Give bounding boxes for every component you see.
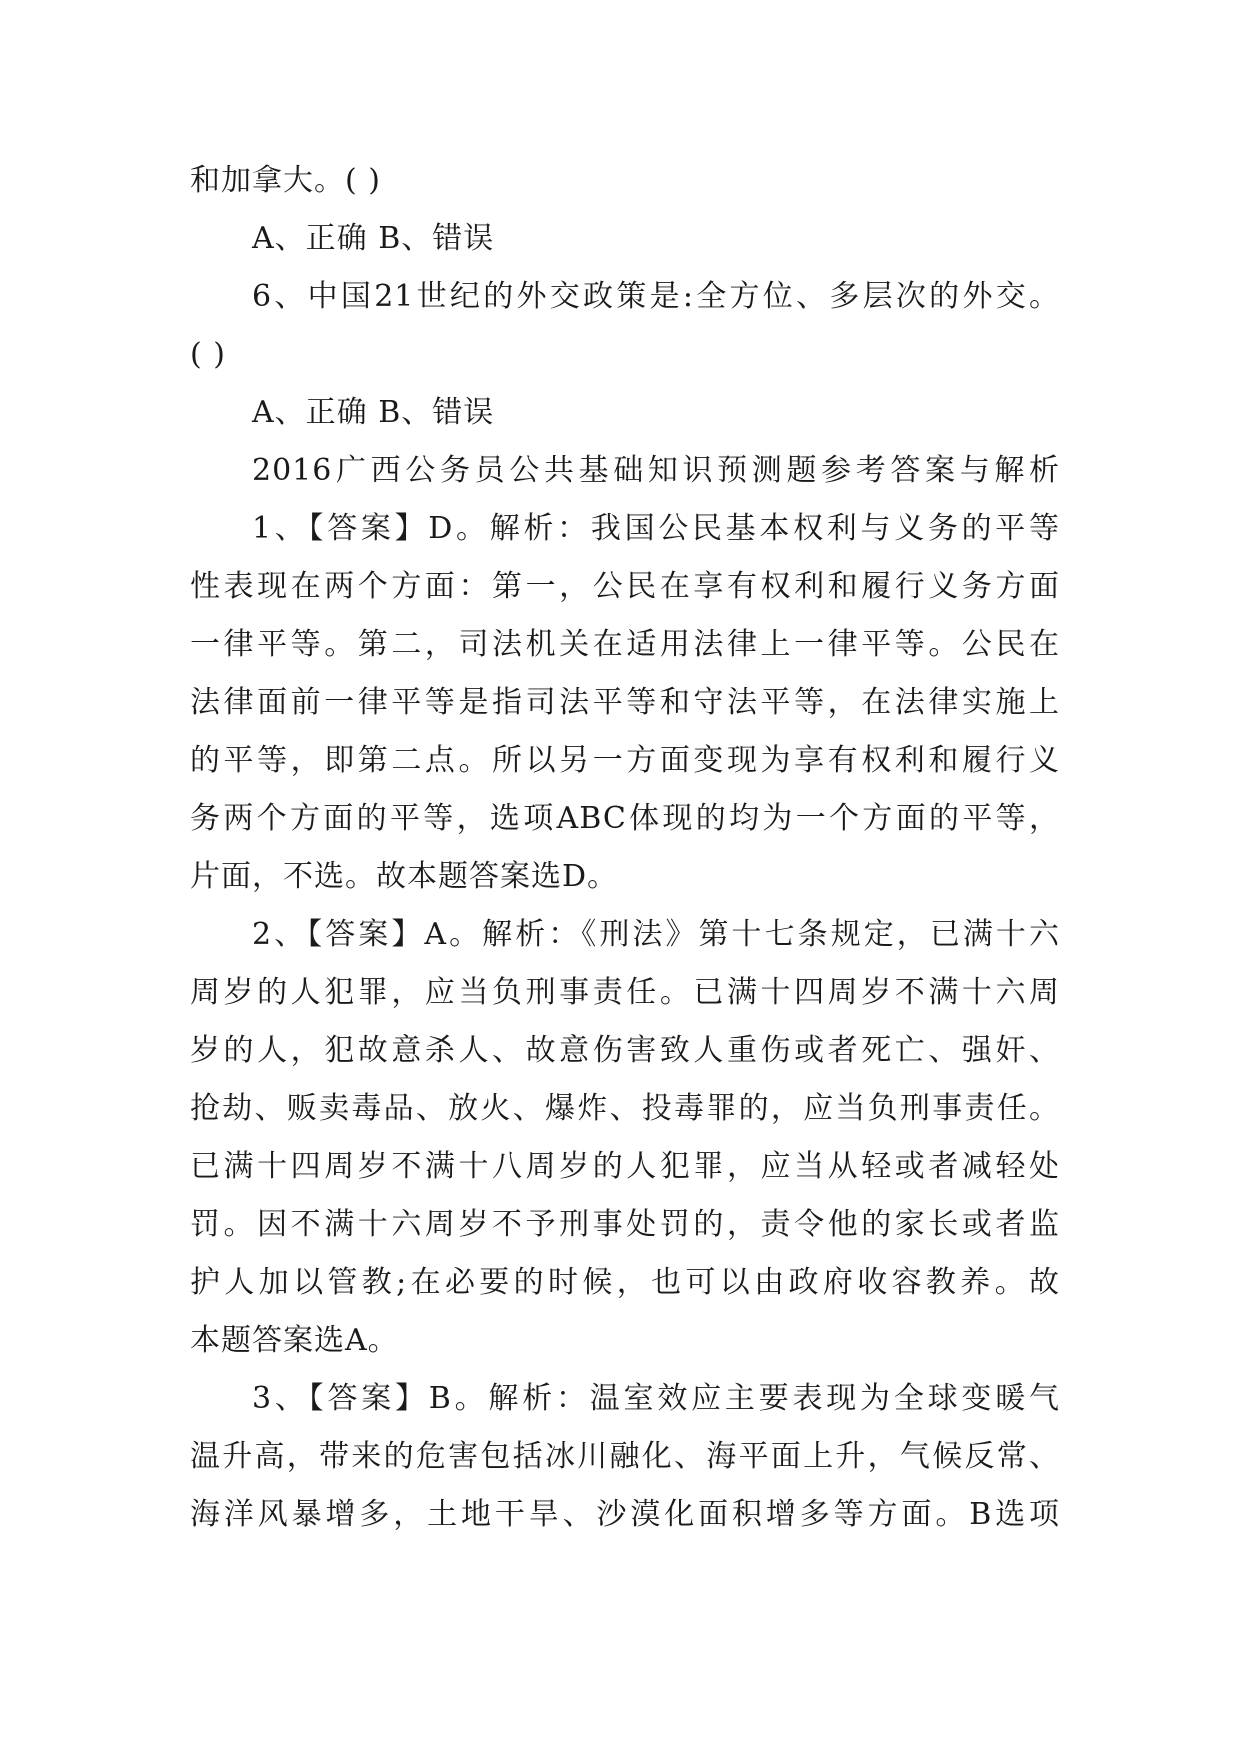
text-line: 的平等，即第二点。所以另一方面变现为享有权利和履行义 bbox=[190, 743, 1060, 778]
answer-line: 2、【答案】A。解析：《刑法》第十七条规定，已满十六 bbox=[252, 917, 1060, 952]
text-line: 岁的人，犯故意杀人、故意伤害致人重伤或者死亡、强奸、 bbox=[190, 1033, 1060, 1068]
text-line: 和加拿大。( ) bbox=[190, 163, 381, 198]
text-line: 性表现在两个方面：第一，公民在享有权利和履行义务方面 bbox=[190, 569, 1060, 604]
answer-line: 1、【答案】D。解析：我国公民基本权利与义务的平等 bbox=[252, 511, 1060, 546]
text-line: 已满十四周岁不满十八周岁的人犯罪，应当从轻或者减轻处 bbox=[190, 1149, 1060, 1184]
text-line: 片面，不选。故本题答案选D。 bbox=[190, 859, 619, 894]
question-line: 6、中国21世纪的外交政策是:全方位、多层次的外交。 bbox=[252, 279, 1060, 314]
option-line: A、正确 B、错误 bbox=[252, 395, 495, 430]
text-line: 务两个方面的平等，选项ABC体现的均为一个方面的平等， bbox=[190, 801, 1060, 836]
option-line: A、正确 B、错误 bbox=[252, 221, 495, 256]
text-line: 本题答案选A。 bbox=[190, 1323, 399, 1358]
text-line: 法律面前一律平等是指司法平等和守法平等，在法律实施上 bbox=[190, 685, 1060, 720]
document-page bbox=[190, 152, 1060, 1544]
text-line: 海洋风暴增多，土地干旱、沙漠化面积增多等方面。B选项 bbox=[190, 1497, 1060, 1532]
text-line: 抢劫、贩卖毒品、放火、爆炸、投毒罪的，应当负刑事责任。 bbox=[190, 1091, 1060, 1126]
answer-line: 3、【答案】B。解析：温室效应主要表现为全球变暖气 bbox=[252, 1381, 1060, 1416]
text-line: 护人加以管教;在必要的时候，也可以由政府收容教养。故 bbox=[190, 1265, 1060, 1300]
text-line: 周岁的人犯罪，应当负刑事责任。已满十四周岁不满十六周 bbox=[190, 975, 1060, 1010]
text-line: 一律平等。第二，司法机关在适用法律上一律平等。公民在 bbox=[190, 627, 1060, 662]
text-line: 罚。因不满十六周岁不予刑事处罚的，责令他的家长或者监 bbox=[190, 1207, 1060, 1242]
text-line: 温升高，带来的危害包括冰川融化、海平面上升，气候反常、 bbox=[190, 1439, 1060, 1474]
section-heading: 2016广西公务员公共基础知识预测题参考答案与解析 bbox=[252, 453, 1060, 488]
text-line: ( ) bbox=[190, 337, 226, 372]
